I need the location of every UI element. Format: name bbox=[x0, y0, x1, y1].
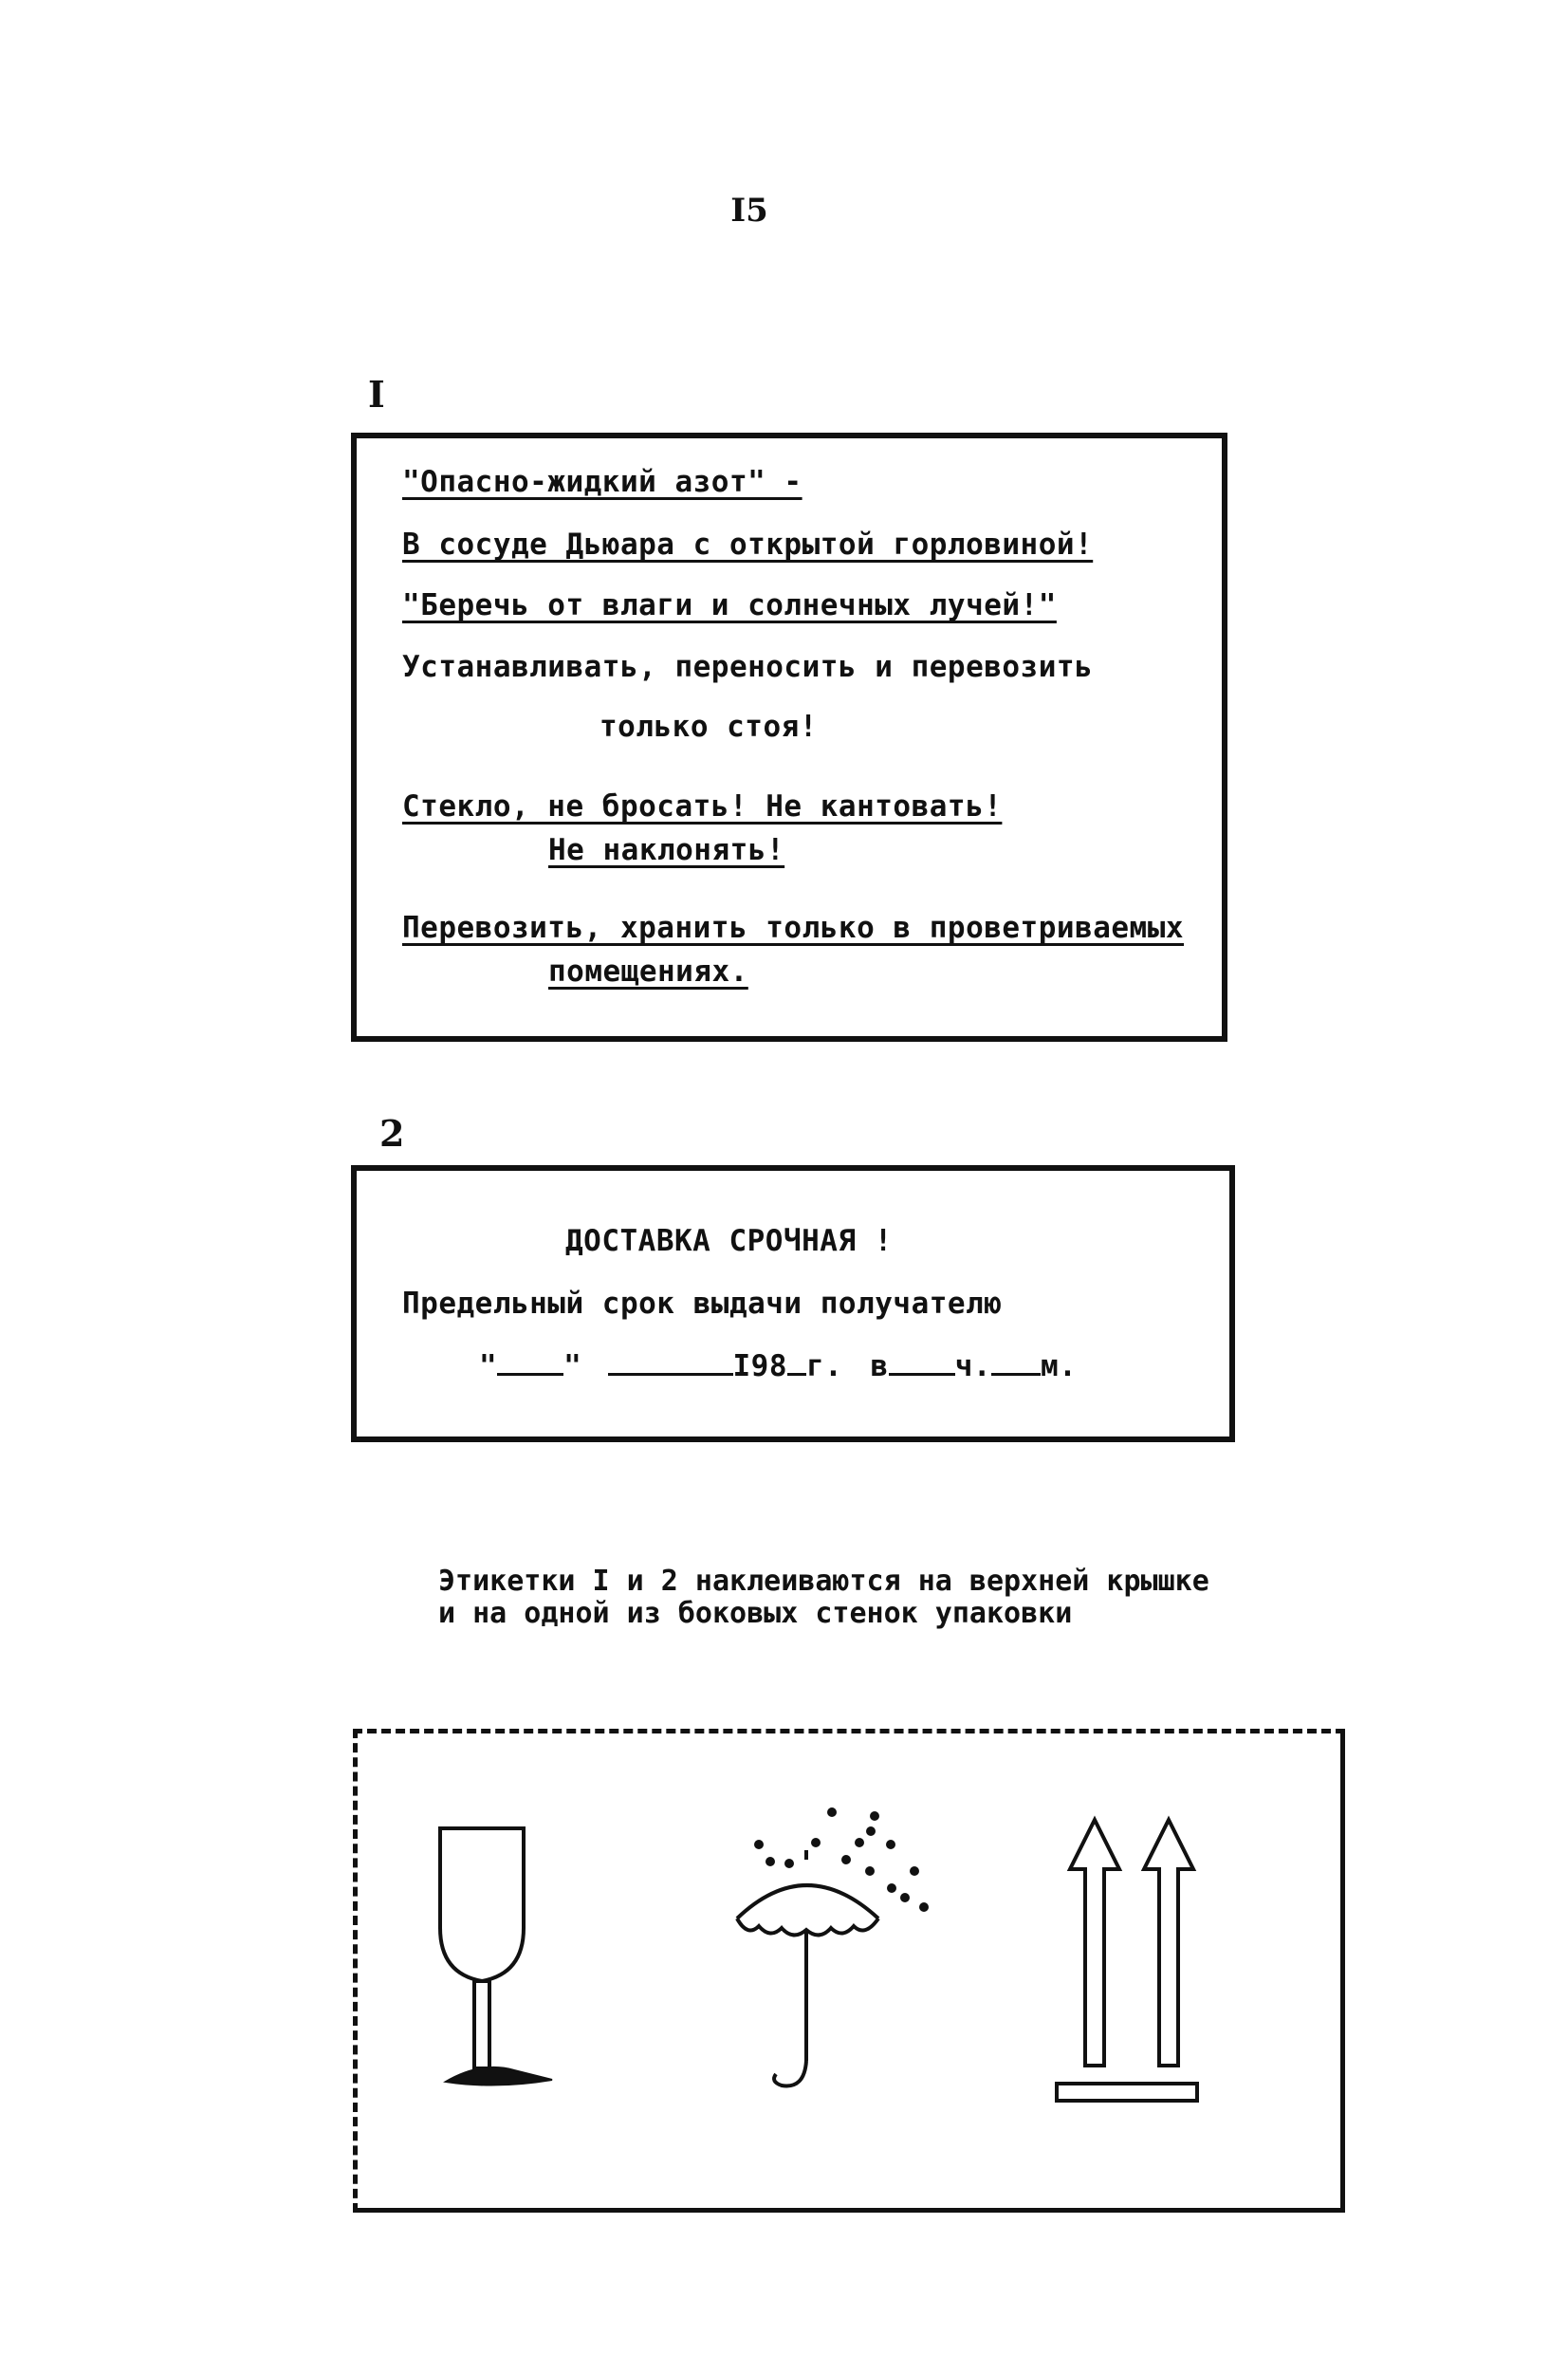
label-1-line-8: Перевозить, хранить только в проветриваемых bbox=[402, 911, 1185, 945]
label-2-title: ДОСТАВКА СРОЧНАЯ ! bbox=[565, 1224, 893, 1258]
label-1-line-1: "Опасно-жидкий азот" - bbox=[402, 465, 802, 499]
label-1-line-4: Устанавливать, переносить и перевозить bbox=[402, 650, 1094, 684]
label-2-line-1: Предельный срок выдачи получателю bbox=[402, 1287, 1003, 1321]
label-1-line-9: помещениях. bbox=[548, 955, 748, 989]
year: I98 bbox=[732, 1349, 788, 1383]
time-prefix: в bbox=[870, 1349, 889, 1383]
note-line-2: и на одной из боковых стенок упаковки bbox=[438, 1597, 1073, 1630]
rain-drops bbox=[754, 1807, 929, 1912]
handling-symbols bbox=[353, 1729, 1345, 2213]
umbrella-icon bbox=[737, 1850, 878, 2085]
label-1-line-6: Стекло, не бросать! Не кантовать! bbox=[402, 789, 1003, 824]
quote-open: " bbox=[479, 1349, 498, 1383]
note-line-1: Этикетки I и 2 наклеиваются на верхней крышке bbox=[438, 1565, 1209, 1598]
hours-blank bbox=[889, 1372, 955, 1376]
minutes-suffix: м. bbox=[1041, 1349, 1078, 1383]
label-2-date-line bbox=[479, 1349, 1077, 1383]
label-1-line-3: "Беречь от влаги и солнечных лучей!" bbox=[402, 588, 1057, 622]
year-suffix: г. bbox=[806, 1349, 843, 1383]
day-blank bbox=[497, 1372, 563, 1376]
glass-icon bbox=[440, 1828, 552, 2085]
label-1-number: I bbox=[368, 373, 385, 416]
minutes-blank bbox=[991, 1372, 1041, 1376]
this-way-up-icon bbox=[1057, 1820, 1197, 2101]
hours-suffix: ч. bbox=[954, 1349, 992, 1383]
label-1-line-5: только стоя! bbox=[600, 710, 818, 744]
quote-close: " bbox=[563, 1349, 582, 1383]
label-2-number: 2 bbox=[379, 1112, 405, 1155]
month-blank bbox=[608, 1372, 733, 1376]
label-1-line-7: Не наклонять! bbox=[548, 833, 785, 867]
year-blank bbox=[787, 1372, 806, 1376]
label-1-line-2: В сосуде Дьюара с открытой горловиной! bbox=[402, 528, 1094, 562]
page-number: I5 bbox=[730, 192, 768, 230]
